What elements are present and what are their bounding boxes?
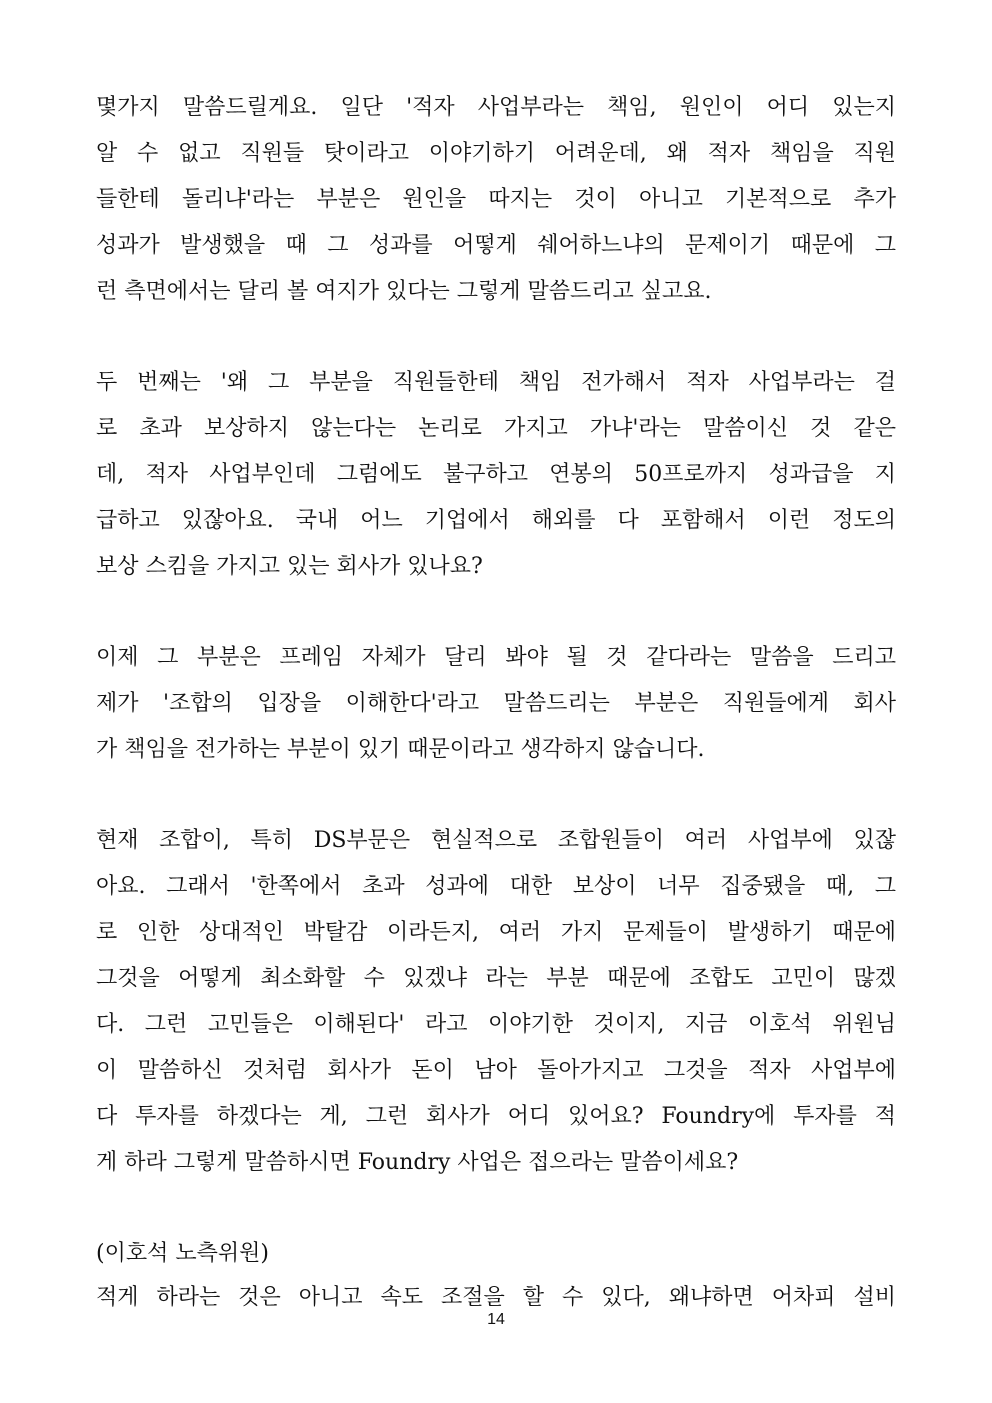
paragraph-line: 데, 적자 사업부인데 그럼에도 불구하고 연봉의 50프로까지 성과급을 지 <box>96 462 896 487</box>
paragraph-line: 다. 그런 고민들은 이해된다' 라고 이야기한 것이지, 지금 이호석 위원님 <box>96 1012 896 1037</box>
paragraph-line: 런 측면에서는 달리 볼 여지가 있다는 그렇게 말씀드리고 싶고요. <box>96 279 712 304</box>
paragraph-1 <box>96 85 896 315</box>
paragraph-2 <box>96 360 896 590</box>
paragraph-4 <box>96 818 896 1186</box>
paragraph-line: 급하고 있잖아요. 국내 어느 기업에서 해외를 다 포함해서 이런 정도의 <box>96 508 896 533</box>
page-number: 14 <box>487 1311 505 1328</box>
paragraph-line: 로 초과 보상하지 않는다는 논리로 가지고 가냐'라는 말씀이신 것 같은 <box>96 416 896 441</box>
paragraph-line: 두 번째는 '왜 그 부분을 직원들한테 책임 전가해서 적자 사업부라는 걸 <box>96 370 896 395</box>
paragraph-3 <box>96 635 896 773</box>
paragraph-line: 다 투자를 하겠다는 게, 그런 회사가 어디 있어요? Foundry에 투자를 적 <box>96 1104 896 1129</box>
paragraph-line: 게 하라 그렇게 말씀하시면 Foundry 사업은 접으라는 말씀이세요? <box>96 1150 739 1175</box>
paragraph-line: 아요. 그래서 '한쪽에서 초과 성과에 대한 보상이 너무 집중됐을 때, 그 <box>96 874 896 899</box>
closing-line: 적게 하라는 것은 아니고 속도 조절을 할 수 있다, 왜냐하면 어차피 설비 <box>96 1285 896 1310</box>
paragraph-line: 이 말씀하신 것처럼 회사가 돈이 남아 돌아가지고 그것을 적자 사업부에 <box>96 1058 896 1083</box>
speaker-block <box>96 1231 896 1277</box>
paragraph-line: 몇가지 말씀드릴게요. 일단 '적자 사업부라는 책임, 원인이 어디 있는지 <box>96 95 896 120</box>
paragraph-line: 로 인한 상대적인 박탈감 이라든지, 여러 가지 문제들이 발생하기 때문에 <box>96 920 896 945</box>
speaker-label: (이호석 노측위원) <box>96 1241 269 1266</box>
paragraph-line: 그것을 어떻게 최소화할 수 있겠냐 라는 부분 때문에 조합도 고민이 많겠 <box>96 966 896 991</box>
paragraph-line: 들한테 돌리냐'라는 부분은 원인을 따지는 것이 아니고 기본적으로 추가 <box>96 187 896 212</box>
paragraph-line: 가 책임을 전가하는 부분이 있기 때문이라고 생각하지 않습니다. <box>96 737 705 762</box>
paragraph-line: 알 수 없고 직원들 탓이라고 이야기하기 어려운데, 왜 적자 책임을 직원 <box>96 141 896 166</box>
paragraph-line: 현재 조합이, 특히 DS부문은 현실적으로 조합원들이 여러 사업부에 있잖 <box>96 828 896 853</box>
paragraph-line: 성과가 발생했을 때 그 성과를 어떻게 쉐어하느냐의 문제이기 때문에 그 <box>96 233 896 258</box>
paragraph-line: 이제 그 부분은 프레임 자체가 달리 봐야 될 것 같다라는 말씀을 드리고 <box>96 645 896 670</box>
paragraph-line: 보상 스킴을 가지고 있는 회사가 있나요? <box>96 554 483 579</box>
paragraph-line: 제가 '조합의 입장을 이해한다'라고 말씀드리는 부분은 직원들에게 회사 <box>96 691 896 716</box>
